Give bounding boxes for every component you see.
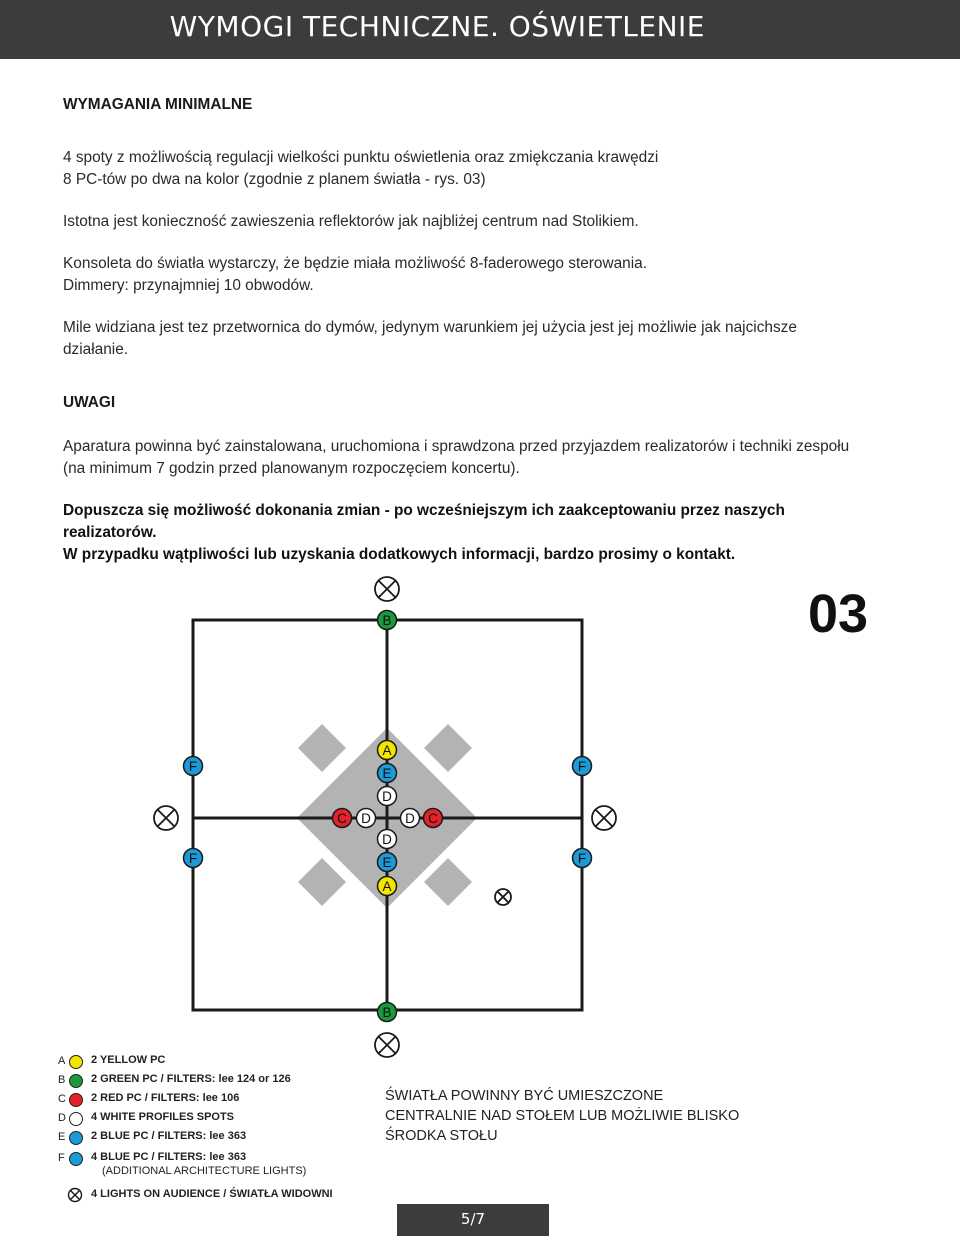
fixture-label: C bbox=[337, 811, 347, 826]
stage-marker-small bbox=[424, 858, 472, 906]
fixture-label: A bbox=[382, 879, 392, 894]
fixture-label: C bbox=[428, 811, 438, 826]
stage-marker-small bbox=[298, 724, 346, 772]
legend-text: 2 RED PC / FILTERS: lee 106 bbox=[91, 1092, 240, 1104]
legend-text: 2 BLUE PC / FILTERS: lee 363 bbox=[91, 1130, 247, 1142]
legend-letter: F bbox=[58, 1152, 65, 1164]
fixture-label: E bbox=[382, 766, 392, 781]
legend-letter: A bbox=[58, 1055, 66, 1067]
legend-audience-text: 4 LIGHTS ON AUDIENCE / ŚWIATŁA WIDOWNI bbox=[91, 1188, 333, 1200]
stage-marker-small bbox=[424, 724, 472, 772]
pc-line: 8 PC-tów po dwa na kolor (zgodnie z planem światła - rys. 03) bbox=[63, 171, 486, 188]
legend-text: 2 GREEN PC / FILTERS: lee 124 or 126 bbox=[91, 1073, 291, 1085]
note-line-1: ŚWIATŁA POWINNY BYĆ UMIESZCZONE bbox=[385, 1088, 664, 1104]
fixture-label: D bbox=[405, 811, 415, 826]
figure-number: 03 bbox=[807, 584, 869, 644]
contact-line: W przypadku wątpliwości lub uzyskania dodatkowych informacji, bardzo prosimy o kontakt. bbox=[63, 546, 736, 563]
legend-text: 4 BLUE PC / FILTERS: lee 363 bbox=[91, 1151, 247, 1163]
legend-item-b bbox=[58, 1073, 358, 1091]
legend-color-swatch bbox=[69, 1074, 83, 1088]
smoke-line: Mile widziana jest tez przetwornica do dymów, jedynym warunkiem jej użycia jest jej możliwie jak najcichsze działanie. bbox=[63, 319, 797, 358]
fixture-label: F bbox=[577, 759, 587, 774]
dimmers-line: Dimmery: przynajmniej 10 obwodów. bbox=[63, 277, 314, 294]
fixture-label: B bbox=[382, 1005, 392, 1020]
fixture-label: F bbox=[577, 851, 587, 866]
fixture-label: D bbox=[361, 811, 371, 826]
spots-line: 4 spoty z możliwością regulacji wielkości punktu oświetlenia oraz zmiękczania krawędzi bbox=[63, 149, 659, 166]
legend-item-e bbox=[58, 1130, 358, 1148]
legend-color-swatch bbox=[69, 1055, 83, 1069]
footer-tab bbox=[397, 1204, 549, 1236]
legend-item-a bbox=[58, 1054, 358, 1072]
legend-text: 4 WHITE PROFILES SPOTS bbox=[91, 1111, 235, 1123]
legend-color-swatch bbox=[69, 1131, 83, 1145]
fixture-label: F bbox=[188, 759, 198, 774]
placement-note bbox=[385, 1086, 739, 1146]
legend-letter: D bbox=[58, 1112, 66, 1124]
legend-color-swatch bbox=[69, 1152, 83, 1166]
legend-item-f bbox=[58, 1151, 358, 1177]
minimum-heading: WYMAGANIA MINIMALNE bbox=[63, 96, 253, 113]
fixture-label: E bbox=[382, 855, 392, 870]
fixture-label: D bbox=[382, 832, 392, 847]
fixture-label: D bbox=[382, 789, 392, 804]
page-title: WYMOGI TECHNICZNE. OŚWIETLENIE bbox=[169, 10, 705, 43]
legend-item-d bbox=[58, 1111, 358, 1129]
legend-audience bbox=[58, 1188, 358, 1206]
rigging-line: Istotna jest konieczność zawieszenia reflektorów jak najbliżej centrum nad Stolikiem. bbox=[63, 213, 639, 230]
legend-letter: E bbox=[58, 1131, 66, 1143]
legend-text: 2 YELLOW PC bbox=[91, 1054, 166, 1066]
setup-line: Aparatura powinna być zainstalowana, uruchomiona i sprawdzona przed przyjazdem realizatorów i techniki zespołu (na minimum 7 godzin przed planowanym rozpoczęciem koncertu). bbox=[63, 438, 850, 477]
note-line-3: ŚRODKA STOŁU bbox=[385, 1128, 498, 1144]
note-line-2: CENTRALNIE NAD STOŁEM LUB MOŻLIWIE BLISKO bbox=[385, 1108, 740, 1124]
legend-color-swatch bbox=[69, 1093, 83, 1107]
legend-letter: C bbox=[58, 1093, 66, 1105]
fixture-label: A bbox=[382, 743, 392, 758]
changes-line: Dopuszcza się możliwość dokonania zmian - po wcześniejszym ich zaakceptowaniu przez naszych realizatorów. bbox=[63, 502, 785, 541]
fixture-label: F bbox=[188, 851, 198, 866]
legend-item-c bbox=[58, 1092, 358, 1110]
fixture-label: B bbox=[382, 613, 392, 628]
stage-marker-small bbox=[298, 858, 346, 906]
notes-heading: UWAGI bbox=[63, 394, 116, 411]
legend-color-swatch bbox=[69, 1112, 83, 1126]
page-number: 5/7 bbox=[460, 1210, 486, 1228]
legend-subtext: (ADDITIONAL ARCHITECTURE LIGHTS) bbox=[102, 1165, 307, 1177]
legend-letter: B bbox=[58, 1074, 66, 1086]
console-line: Konsoleta do światła wystarczy, że będzie miała możliwość 8-faderowego sterowania. bbox=[63, 255, 647, 272]
audience-light-icon bbox=[67, 1187, 83, 1203]
